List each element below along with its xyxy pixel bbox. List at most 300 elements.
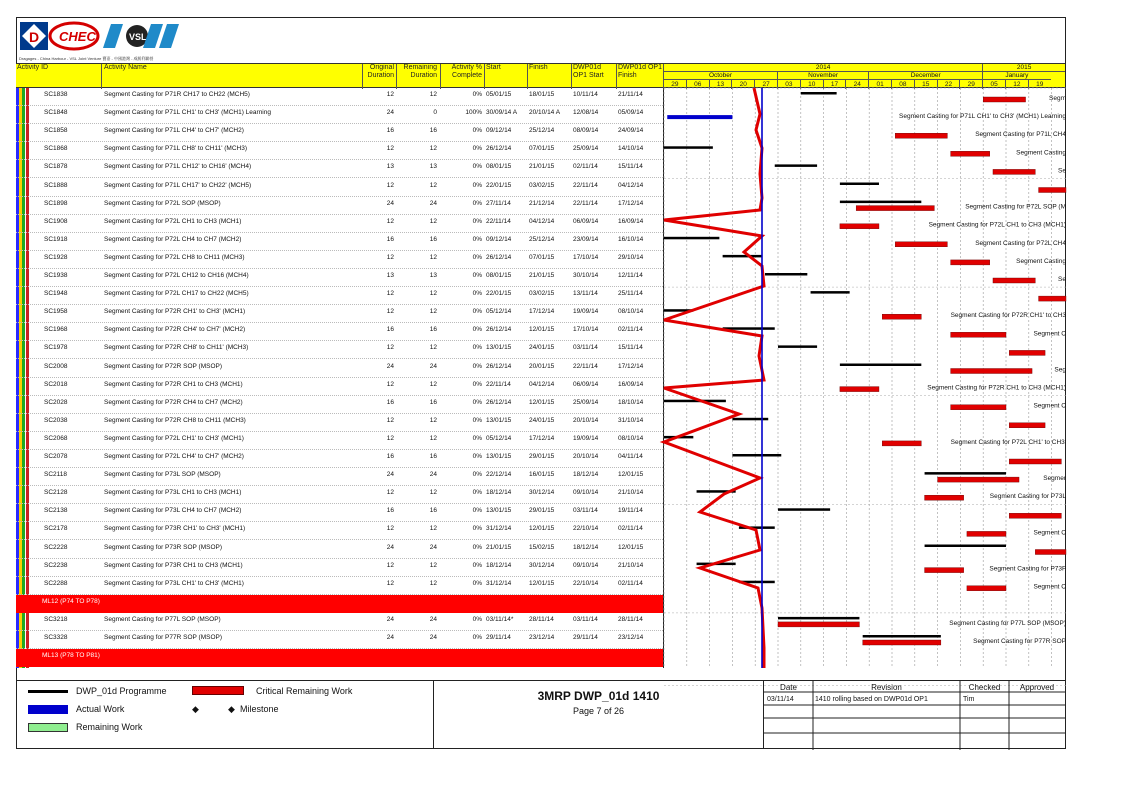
remaining-duration: 24 bbox=[429, 471, 437, 479]
start-date: 08/01/15 bbox=[486, 163, 512, 171]
start-date: 22/12/14 bbox=[486, 471, 512, 479]
finish-date: 24/01/15 bbox=[529, 344, 555, 352]
col-dwp-start: DWP01d OP1 Start bbox=[573, 64, 604, 79]
remaining-duration: 12 bbox=[429, 344, 437, 352]
milestone-icon: ◆ bbox=[228, 704, 235, 714]
table-row[interactable] bbox=[16, 88, 663, 106]
finish-date: 07/01/15 bbox=[529, 145, 555, 153]
start-date: 26/12/14 bbox=[486, 145, 512, 153]
critical-bar bbox=[983, 97, 1025, 102]
original-duration: 24 bbox=[386, 615, 394, 623]
critical-bar bbox=[895, 133, 947, 138]
critical-bar bbox=[951, 151, 990, 156]
bar-label: Segment Casting for P72L CH1' to CH3' bbox=[950, 438, 1066, 446]
dwp-finish-date: 04/11/14 bbox=[618, 453, 643, 460]
finish-date: 29/01/15 bbox=[529, 453, 555, 460]
activity-name: Segment Casting for P73L CH4 to CH7 (MCH2) bbox=[104, 507, 242, 515]
remaining-duration: 12 bbox=[429, 91, 437, 98]
percent-complete: 0% bbox=[472, 127, 482, 135]
finish-date: 07/01/15 bbox=[529, 253, 555, 261]
dwp-start-date: 19/09/14 bbox=[573, 308, 599, 316]
activity-name: Segment Casting for P72R CH4 to CH7 (MCH2) bbox=[104, 398, 243, 406]
percent-complete: 0% bbox=[472, 308, 482, 316]
timeline-week: 27 bbox=[754, 80, 777, 89]
dwp-start-date: 22/10/14 bbox=[573, 579, 599, 587]
table-row[interactable] bbox=[16, 106, 663, 124]
original-duration: 12 bbox=[386, 290, 394, 298]
table-row[interactable] bbox=[16, 378, 663, 396]
remaining-duration: 12 bbox=[429, 290, 437, 298]
critical-bar bbox=[882, 441, 921, 446]
activity-id: SC1858 bbox=[44, 127, 68, 135]
activity-name: Segment Casting for P72L CH1 to CH3 (MCH1) bbox=[104, 217, 242, 225]
remaining-duration: 24 bbox=[429, 199, 437, 207]
remaining-duration: 12 bbox=[429, 308, 437, 316]
dwp-start-date: 25/09/14 bbox=[573, 398, 599, 406]
timeline-week: 24 bbox=[845, 80, 868, 89]
critical-bar bbox=[951, 332, 1006, 337]
dwp-start-date: 22/11/14 bbox=[573, 362, 598, 370]
original-duration: 13 bbox=[386, 272, 394, 279]
finish-date: 17/12/14 bbox=[529, 434, 555, 442]
activity-name: Segment Casting for P72L CH12 to CH16 (MCH4) bbox=[104, 272, 249, 279]
activity-id: SC1888 bbox=[44, 181, 68, 189]
start-date: 22/11/14 bbox=[486, 380, 511, 388]
critical-bar bbox=[1035, 550, 1066, 555]
critical-bar bbox=[1009, 513, 1061, 518]
activity-name: Segment Casting for P73R CH1 to CH3 (MCH1) bbox=[104, 561, 243, 569]
table-row[interactable] bbox=[16, 160, 663, 178]
percent-complete: 0% bbox=[472, 507, 482, 515]
remaining-duration: 12 bbox=[429, 434, 437, 442]
svg-text:VSL: VSL bbox=[129, 32, 147, 42]
activity-name: Segment Casting for P77R SOP (MSOP) bbox=[104, 634, 223, 641]
dwp-bar bbox=[840, 183, 879, 186]
table-row[interactable] bbox=[16, 215, 663, 233]
bar-label: Seg bbox=[1054, 366, 1066, 374]
activity-id: SC2128 bbox=[44, 489, 68, 497]
finish-date: 28/11/14 bbox=[529, 615, 554, 623]
table-row[interactable] bbox=[16, 287, 663, 305]
percent-complete: 0% bbox=[472, 272, 482, 279]
bar-label: Segment Casting for P72L CH1 to CH3 (MCH1) bbox=[928, 221, 1066, 229]
start-date: 29/11/14 bbox=[486, 634, 511, 641]
col-finish: Finish bbox=[529, 64, 548, 71]
dwp-start-date: 08/09/14 bbox=[573, 127, 599, 135]
finish-date: 20/10/14 A bbox=[529, 109, 561, 117]
dwp-start-date: 09/10/14 bbox=[573, 561, 599, 569]
activity-name: Segment Casting for P72R CH8 to CH11 (MCH3) bbox=[104, 416, 246, 424]
remaining-duration: 24 bbox=[429, 615, 437, 623]
start-date: 08/01/15 bbox=[486, 272, 512, 279]
table-row[interactable] bbox=[16, 468, 663, 486]
legend-actual-swatch bbox=[28, 705, 68, 714]
dwp-bar bbox=[801, 92, 837, 95]
col-start: Start bbox=[486, 64, 501, 71]
timeline-week: 03 bbox=[777, 80, 800, 89]
finish-date: 12/01/15 bbox=[529, 525, 555, 533]
critical-bar bbox=[882, 314, 921, 319]
original-duration: 12 bbox=[386, 525, 394, 533]
activity-name: Segment Casting for P73L CH1 to CH3 (MCH1) bbox=[104, 489, 242, 497]
activity-id: SC1868 bbox=[44, 145, 68, 153]
dwp-start-date: 18/12/14 bbox=[573, 471, 599, 479]
dwp-finish-date: 15/11/14 bbox=[618, 344, 643, 352]
activity-id: SC2078 bbox=[44, 453, 68, 460]
remaining-duration: 12 bbox=[429, 217, 437, 225]
table-row[interactable] bbox=[16, 124, 663, 142]
critical-bar bbox=[951, 369, 1032, 374]
dwp-finish-date: 05/09/14 bbox=[618, 109, 644, 117]
activity-id: SC1958 bbox=[44, 308, 68, 316]
rev-header-date: Date bbox=[780, 683, 797, 692]
table-row[interactable] bbox=[16, 541, 663, 559]
original-duration: 12 bbox=[386, 489, 394, 497]
activity-id: SC1948 bbox=[44, 290, 68, 298]
activity-id: SC2038 bbox=[44, 416, 68, 424]
activity-id: SC2138 bbox=[44, 507, 68, 515]
remaining-duration: 12 bbox=[429, 525, 437, 533]
dwp-finish-date: 16/09/14 bbox=[618, 217, 644, 225]
gantt-chart bbox=[663, 88, 1065, 668]
original-duration: 24 bbox=[386, 634, 394, 641]
original-duration: 24 bbox=[386, 543, 394, 551]
legend bbox=[16, 680, 434, 749]
start-date: 30/09/14 A bbox=[486, 109, 518, 117]
bar-label: Segmer bbox=[1043, 475, 1066, 483]
critical-bar bbox=[1009, 423, 1045, 428]
activity-name: Segment Casting for P73L SOP (MSOP) bbox=[104, 471, 221, 479]
critical-bar bbox=[925, 495, 964, 500]
bar-label: Segment Casting for P72R CH1' to CH3 bbox=[950, 312, 1066, 320]
original-duration: 24 bbox=[386, 471, 394, 479]
dwp-bar bbox=[664, 146, 713, 149]
bar-label: Segment C bbox=[1033, 402, 1066, 410]
original-duration: 16 bbox=[386, 507, 394, 515]
percent-complete: 0% bbox=[472, 416, 482, 424]
table-row[interactable] bbox=[16, 305, 663, 323]
remaining-duration: 12 bbox=[429, 253, 437, 261]
dwp-finish-date: 16/10/14 bbox=[618, 235, 644, 243]
activity-id: SC2238 bbox=[44, 561, 68, 569]
dwp-start-date: 12/08/14 bbox=[573, 109, 599, 117]
original-duration: 16 bbox=[386, 235, 394, 243]
remaining-duration: 12 bbox=[429, 380, 437, 388]
original-duration: 24 bbox=[386, 199, 394, 207]
dwp-bar bbox=[765, 273, 807, 276]
legend-dwp-swatch bbox=[28, 690, 68, 693]
dwp-bar bbox=[778, 617, 859, 620]
remaining-duration: 12 bbox=[429, 145, 437, 153]
activity-name: Segment Casting for P71L CH12' to CH16' (MCH4) bbox=[104, 163, 252, 171]
table-row[interactable] bbox=[16, 396, 663, 414]
percent-complete: 100% bbox=[465, 109, 482, 117]
legend-critical-label: Critical Remaining Work bbox=[256, 686, 353, 696]
table-row[interactable] bbox=[16, 522, 663, 540]
percent-complete: 0% bbox=[472, 217, 482, 225]
critical-bar bbox=[840, 387, 879, 392]
revision-table bbox=[764, 680, 1065, 749]
finish-date: 12/01/15 bbox=[529, 579, 555, 587]
bar-label: Segment Casting for P71L CH4 bbox=[975, 131, 1066, 139]
activity-id: SC2288 bbox=[44, 579, 68, 587]
start-date: 05/12/14 bbox=[486, 434, 512, 442]
finish-date: 17/12/14 bbox=[529, 308, 555, 316]
timeline-header bbox=[663, 64, 1065, 89]
percent-complete: 0% bbox=[472, 615, 482, 623]
activity-name: Segment Casting for P72R CH1' to CH3' (MCH1) bbox=[104, 308, 246, 316]
percent-complete: 0% bbox=[472, 163, 482, 171]
dwp-start-date: 17/10/14 bbox=[573, 253, 599, 261]
dwp-finish-date: 28/11/14 bbox=[618, 615, 643, 623]
dwp-start-date: 20/10/14 bbox=[573, 453, 599, 460]
table-row[interactable] bbox=[16, 504, 663, 522]
activity-id: SC1918 bbox=[44, 235, 68, 243]
start-date: 31/12/14 bbox=[486, 579, 512, 587]
timeline-week: 29 bbox=[959, 80, 982, 89]
timeline-year: 2015 bbox=[982, 64, 1065, 72]
table-row[interactable] bbox=[16, 341, 663, 359]
dwp-start-date: 06/09/14 bbox=[573, 217, 599, 225]
dwp-finish-date: 08/10/14 bbox=[618, 308, 644, 316]
start-date: 18/12/14 bbox=[486, 489, 512, 497]
legend-critical-swatch bbox=[192, 686, 244, 695]
table-row[interactable] bbox=[16, 432, 663, 450]
original-duration: 24 bbox=[386, 109, 394, 117]
bar-label: Se bbox=[1058, 276, 1066, 283]
actual-bar bbox=[667, 115, 732, 119]
table-row[interactable] bbox=[16, 360, 663, 378]
dwp-start-date: 02/11/14 bbox=[573, 163, 598, 171]
finish-date: 24/01/15 bbox=[529, 416, 555, 424]
timeline-week: 29 bbox=[663, 80, 686, 89]
rev-header-approved: Approved bbox=[1019, 683, 1055, 692]
activity-id: SC2008 bbox=[44, 362, 68, 370]
critical-bar bbox=[938, 477, 1019, 482]
svg-text:D: D bbox=[29, 29, 40, 45]
critical-bar bbox=[993, 278, 1035, 283]
document-title: 3MRP DWP_01d 1410 bbox=[537, 689, 660, 703]
dwp-start-date: 25/09/14 bbox=[573, 145, 599, 153]
remaining-duration: 16 bbox=[429, 507, 437, 515]
bar-label: Segment Casting bbox=[1016, 257, 1066, 265]
bar-label: Segment Casting for P72L CH4 bbox=[975, 239, 1066, 247]
dwp-start-date: 22/11/14 bbox=[573, 181, 598, 189]
dwp-finish-date: 12/01/15 bbox=[618, 543, 644, 551]
title-block bbox=[434, 680, 764, 749]
remaining-duration: 13 bbox=[429, 272, 437, 279]
dwp-finish-date: 21/11/14 bbox=[618, 91, 643, 98]
activity-name: Segment Casting for P71L CH17' to CH22' (MCH5) bbox=[104, 181, 252, 189]
dwp-bar bbox=[778, 345, 817, 348]
activity-name: Segment Casting for P72L CH4' to CH7' (MCH2) bbox=[104, 453, 244, 460]
table-row[interactable] bbox=[16, 414, 663, 432]
activity-name: Segment Casting for P71L CH4' to CH7' (MCH2) bbox=[104, 127, 244, 135]
dwp-bar bbox=[778, 508, 830, 511]
original-duration: 12 bbox=[386, 344, 394, 352]
dwp-finish-date: 15/11/14 bbox=[618, 163, 643, 171]
col-activity-id: Activity ID bbox=[17, 64, 49, 71]
dwp-bar bbox=[925, 472, 1006, 475]
table-row[interactable] bbox=[16, 577, 663, 595]
dwp-finish-date: 29/10/14 bbox=[618, 253, 644, 261]
critical-bar bbox=[1009, 350, 1045, 355]
timeline-month: January bbox=[982, 72, 1050, 80]
start-date: 03/11/14* bbox=[486, 615, 514, 623]
dwp-finish-date: 24/09/14 bbox=[618, 127, 644, 135]
dwp-finish-date: 17/12/14 bbox=[618, 199, 644, 207]
timeline-week: 15 bbox=[914, 80, 937, 89]
critical-bar bbox=[778, 622, 859, 627]
svg-text:CHEC: CHEC bbox=[59, 29, 96, 44]
activity-name: Segment Casting for P73L CH1' to CH3' (MCH1) bbox=[104, 579, 244, 587]
rev-date: 03/11/14 bbox=[767, 696, 794, 703]
activity-id: SC2118 bbox=[44, 471, 68, 479]
table-row[interactable] bbox=[16, 631, 663, 649]
activity-id: SC2068 bbox=[44, 434, 68, 442]
original-duration: 12 bbox=[386, 181, 394, 189]
legend-actual-label: Actual Work bbox=[76, 704, 125, 714]
activity-name: Segment Casting for P72R CH4' to CH7' (MCH2) bbox=[104, 326, 246, 334]
percent-complete: 0% bbox=[472, 434, 482, 442]
dwp-start-date: 06/09/14 bbox=[573, 380, 599, 388]
dwp-start-date: 10/11/14 bbox=[573, 91, 598, 98]
rev-header-revision: Revision bbox=[871, 683, 902, 692]
remaining-duration: 12 bbox=[429, 489, 437, 497]
start-date: 13/01/15 bbox=[486, 507, 512, 515]
percent-complete: 0% bbox=[472, 453, 482, 460]
critical-bar bbox=[925, 568, 964, 573]
rev-header-checked: Checked bbox=[968, 683, 1001, 692]
dwp-finish-date: 12/11/14 bbox=[618, 272, 643, 279]
original-duration: 12 bbox=[386, 561, 394, 569]
bar-label: Segment Casting for P73F bbox=[989, 565, 1066, 573]
bar-label: Segment Casting for P77R SOP bbox=[973, 638, 1066, 645]
critical-bar bbox=[1039, 188, 1066, 193]
table-row[interactable] bbox=[16, 323, 663, 341]
dwp-finish-date: 19/11/14 bbox=[618, 507, 643, 515]
table-row[interactable] bbox=[16, 269, 663, 287]
percent-complete: 0% bbox=[472, 634, 482, 641]
remaining-duration: 0 bbox=[433, 109, 437, 117]
table-row[interactable] bbox=[16, 450, 663, 468]
start-date: 09/12/14 bbox=[486, 235, 512, 243]
finish-date: 25/12/14 bbox=[529, 127, 555, 135]
activity-name: Segment Casting for P72R SOP (MSOP) bbox=[104, 362, 223, 370]
critical-bar bbox=[951, 260, 990, 265]
bar-label: Se bbox=[1058, 167, 1066, 175]
legend-remaining-swatch bbox=[28, 723, 68, 732]
dwp-start-date: 23/09/14 bbox=[573, 235, 599, 243]
activity-id: SC1908 bbox=[44, 217, 68, 225]
dwp-bar bbox=[811, 291, 850, 294]
remaining-duration: 13 bbox=[429, 163, 437, 171]
percent-complete: 0% bbox=[472, 362, 482, 370]
timeline-month: October bbox=[663, 72, 777, 80]
critical-bar bbox=[1009, 459, 1061, 464]
percent-complete: 0% bbox=[472, 525, 482, 533]
bar-label: Segment Casting for P72R CH1 to CH3 (MCH1) bbox=[927, 384, 1066, 392]
bar-label: Segment Casting for P73L bbox=[989, 493, 1066, 501]
percent-complete: 0% bbox=[472, 380, 482, 388]
table-row[interactable] bbox=[16, 197, 663, 215]
table-row[interactable] bbox=[16, 142, 663, 160]
activity-id: SC2178 bbox=[44, 525, 68, 533]
original-duration: 12 bbox=[386, 145, 394, 153]
percent-complete: 0% bbox=[472, 181, 482, 189]
original-duration: 12 bbox=[386, 91, 394, 98]
original-duration: 12 bbox=[386, 416, 394, 424]
timeline-week: 17 bbox=[823, 80, 846, 89]
start-date: 26/12/14 bbox=[486, 398, 512, 406]
start-date: 26/12/14 bbox=[486, 326, 512, 334]
activity-id: SC2228 bbox=[44, 543, 68, 551]
dwp-bar bbox=[925, 545, 1006, 548]
start-date: 22/01/15 bbox=[486, 181, 512, 189]
timeline-week: 06 bbox=[686, 80, 709, 89]
dwp-start-date: 19/09/14 bbox=[573, 434, 599, 442]
percent-complete: 0% bbox=[472, 561, 482, 569]
bar-label: Segment Casting for P72L SOP (M bbox=[965, 203, 1066, 211]
dwp-start-date: 18/12/14 bbox=[573, 543, 599, 551]
table-row[interactable] bbox=[16, 613, 663, 631]
dwp-bar bbox=[732, 418, 768, 421]
col-original-duration: Original Duration bbox=[367, 64, 394, 79]
activity-id: SC1878 bbox=[44, 163, 68, 171]
table-row[interactable] bbox=[16, 179, 663, 197]
table-row[interactable] bbox=[16, 233, 663, 251]
wbs-band-ml13: ML13 (P78 TO P81) bbox=[16, 649, 663, 667]
dwp-start-date: 22/10/14 bbox=[573, 525, 599, 533]
finish-date: 12/01/15 bbox=[529, 398, 555, 406]
start-date: 26/12/14 bbox=[486, 362, 512, 370]
dwp-finish-date: 21/10/14 bbox=[618, 561, 644, 569]
activity-name: Segment Casting for P71L CH1' to CH3' (MCH1) Learning bbox=[104, 109, 271, 117]
dwp-bar bbox=[664, 237, 719, 240]
timeline-week: 19 bbox=[1028, 80, 1051, 89]
activity-id: SC3328 bbox=[44, 634, 68, 641]
dwp-finish-date: 25/11/14 bbox=[618, 290, 643, 298]
finish-date: 30/12/14 bbox=[529, 489, 555, 497]
percent-complete: 0% bbox=[472, 471, 482, 479]
activity-id: SC3218 bbox=[44, 615, 68, 623]
legend-remaining-label: Remaining Work bbox=[76, 722, 143, 732]
activity-name: Segment Casting for P72L CH17 to CH22 (MCH5) bbox=[104, 290, 249, 298]
percent-complete: 0% bbox=[472, 145, 482, 153]
table-row[interactable] bbox=[16, 251, 663, 269]
dwp-start-date: 03/11/14 bbox=[573, 507, 598, 515]
start-date: 26/12/14 bbox=[486, 253, 512, 261]
dwp-finish-date: 12/01/15 bbox=[618, 471, 644, 479]
original-duration: 16 bbox=[386, 398, 394, 406]
activity-name: Segment Casting for P72L CH8 to CH11 (MCH3) bbox=[104, 253, 245, 261]
dwp-start-date: 17/10/14 bbox=[573, 326, 599, 334]
finish-date: 18/01/15 bbox=[529, 91, 555, 98]
dwp-bar bbox=[732, 454, 781, 457]
dwp-start-date: 22/11/14 bbox=[573, 199, 598, 207]
table-row[interactable] bbox=[16, 559, 663, 577]
activity-id: SC1928 bbox=[44, 253, 68, 261]
percent-complete: 0% bbox=[472, 543, 482, 551]
activity-name: Segment Casting for P71L CH8' to CH11' (MCH3) bbox=[104, 145, 248, 153]
dwp-finish-date: 02/11/14 bbox=[618, 525, 643, 533]
percent-complete: 0% bbox=[472, 235, 482, 243]
table-row[interactable] bbox=[16, 486, 663, 504]
bar-label: Segment C bbox=[1033, 330, 1066, 338]
timeline-month: November bbox=[777, 72, 868, 80]
dwp-start-date: 09/10/14 bbox=[573, 489, 599, 497]
column-header bbox=[16, 63, 1065, 88]
